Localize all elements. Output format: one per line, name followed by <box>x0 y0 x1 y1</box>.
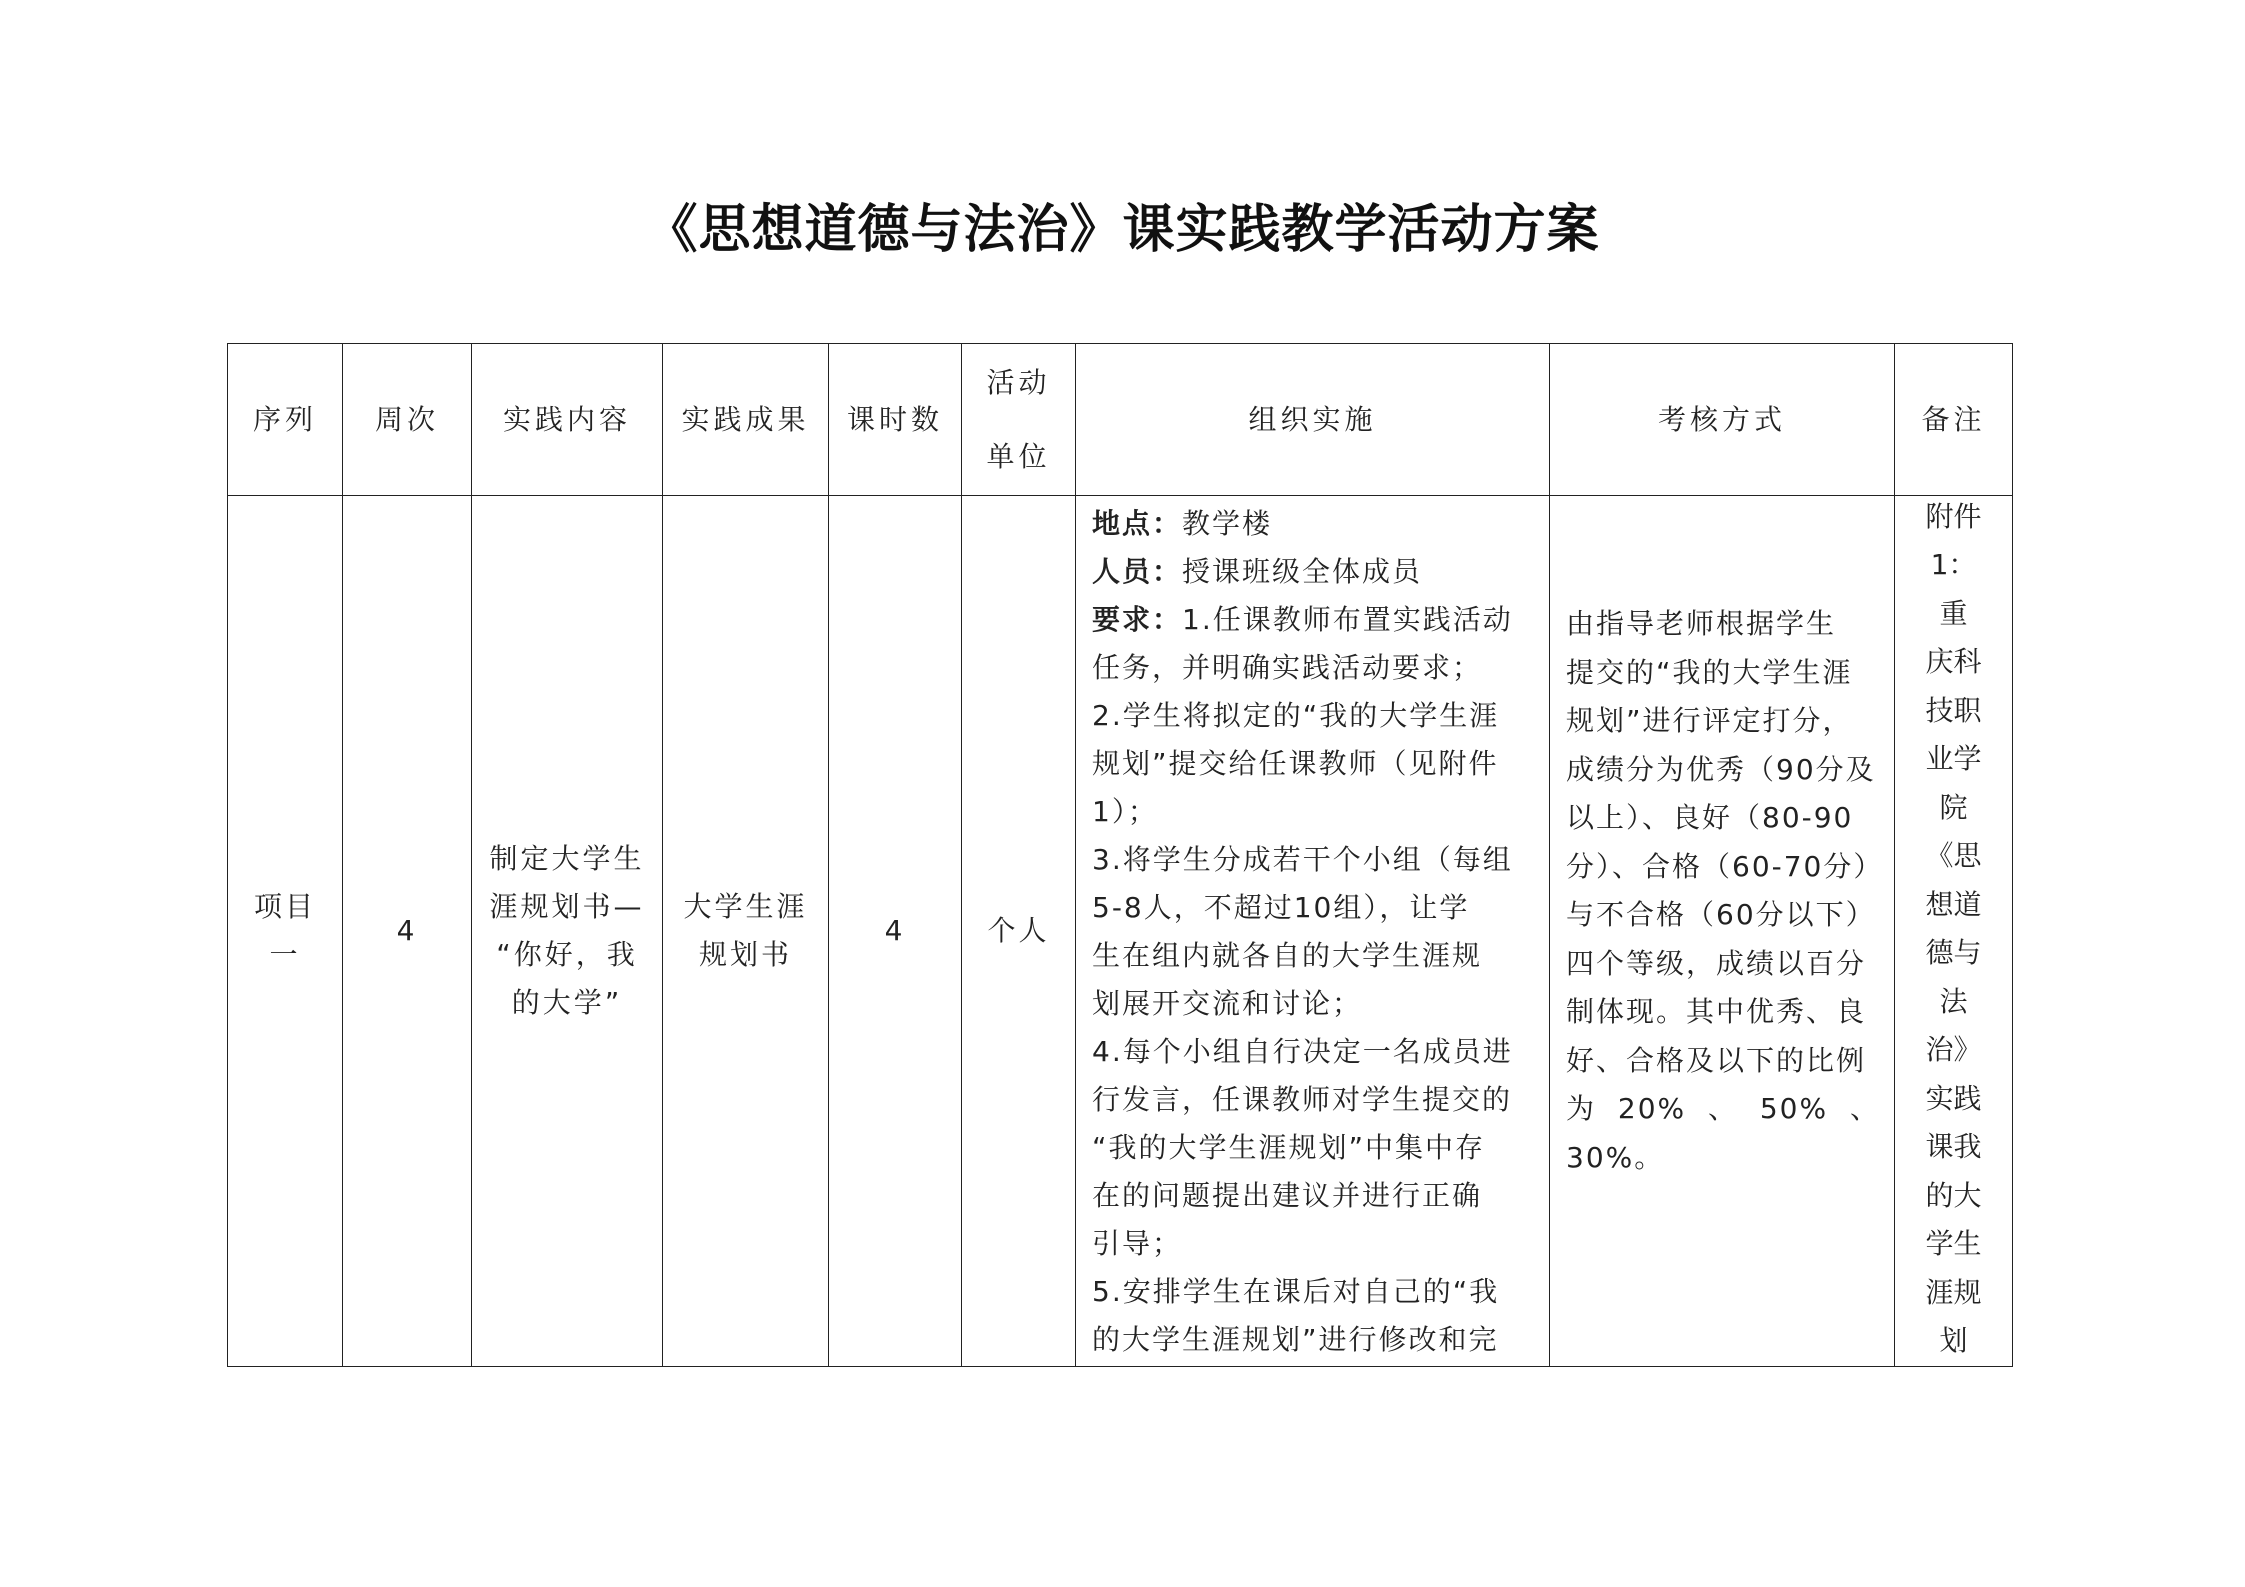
impl-line: 的大学生涯规划”进行修改和完 <box>1092 1323 1499 1356</box>
requirements-label: 要求： <box>1092 603 1183 636</box>
assessment-line: 规划”进行评定打分， <box>1566 704 1853 737</box>
impl-line: 1）； <box>1092 795 1158 828</box>
impl-line: 2.学生将拟定的“我的大学生涯 <box>1092 699 1500 732</box>
remark-line: 课我 <box>1925 1130 1982 1163</box>
assessment-line: 制体现。其中优秀、良 <box>1566 995 1867 1028</box>
content-line: 制定大学生 <box>489 842 645 875</box>
remark-line: 实践 <box>1925 1081 1982 1115</box>
remark-line: 德与 <box>1925 936 1982 969</box>
cell-hours <box>829 496 962 1367</box>
location-label: 地点： <box>1092 507 1183 540</box>
impl-line: 4.每个小组自行决定一名成员进 <box>1092 1035 1513 1068</box>
assessment-line: 由指导老师根据学生 <box>1566 607 1837 640</box>
impl-people <box>1092 548 1535 596</box>
page-title: 《思想道德与法治》课实践教学活动方案 <box>645 199 1600 260</box>
cell-week <box>343 496 472 1367</box>
hours-value: 4 <box>884 914 906 947</box>
impl-line: 在的问题提出建议并进行正确 <box>1092 1179 1483 1212</box>
cell-result <box>663 496 829 1367</box>
header-week: 周次 <box>343 344 472 496</box>
impl-line: 5.安排学生在课后对自己的“我 <box>1092 1275 1500 1308</box>
assessment-line: 成绩分为优秀（90分及 <box>1566 752 1876 786</box>
remark-line: 法治》 <box>1925 984 1982 1066</box>
index-line1: 项目 <box>253 890 316 923</box>
header-remarks: 备注 <box>1895 344 2013 496</box>
index-line2: 一 <box>269 938 301 971</box>
cell-unit <box>962 496 1076 1367</box>
header-unit-line1: 活动 <box>986 365 1051 399</box>
cell-assessment <box>1550 496 1895 1367</box>
people-label: 人员： <box>1092 555 1183 588</box>
impl-line: 行发言，任课教师对学生提交的 <box>1092 1083 1513 1116</box>
header-unit <box>962 344 1076 496</box>
assessment-line: 分）、合格（60-70分） <box>1566 849 1884 883</box>
header-result: 实践成果 <box>663 344 829 496</box>
assessment-line: 与不合格（60分以下） <box>1566 898 1876 931</box>
impl-line: 5-8人，不超过10组），让学 <box>1092 891 1470 924</box>
assessment-line: 以上）、良好（80-90 <box>1566 801 1854 834</box>
impl-line: 任务，并明确实践活动要求； <box>1092 651 1483 684</box>
impl-line: 引导； <box>1092 1227 1183 1260</box>
assessment-line: 为20%、50%、30%。 <box>1566 1092 1880 1174</box>
header-assessment: 考核方式 <box>1550 344 1895 496</box>
unit-value: 个人 <box>987 914 1050 947</box>
remark-line: 院《思 <box>1925 790 1982 872</box>
impl-line: 3.将学生分成若干个小组（每组 <box>1092 843 1513 876</box>
table-row <box>228 496 2013 1367</box>
remark-line: 附件 <box>1925 499 1982 533</box>
cell-index <box>228 496 343 1367</box>
cell-remarks <box>1895 496 2013 1367</box>
content-line: “你好，我 <box>496 938 638 971</box>
header-hours: 课时数 <box>829 344 962 496</box>
impl-line: “我的大学生涯规划”中集中存 <box>1092 1131 1486 1164</box>
remark-line: 业学 <box>1925 742 1982 775</box>
cell-implementation <box>1076 496 1550 1367</box>
remark-line: 的大 <box>1925 1178 1982 1212</box>
activity-plan-table <box>227 343 2013 1367</box>
location-value: 教学楼 <box>1182 507 1273 540</box>
impl-line: 生在组内就各自的大学生涯规 <box>1092 939 1483 972</box>
remark-line: 技职 <box>1925 693 1982 727</box>
remark-line: 想道 <box>1925 887 1982 921</box>
assessment-line: 四个等级，成绩以百分 <box>1566 946 1867 980</box>
remark-line: 1：重 <box>1930 548 1977 630</box>
header-implementation: 组织实施 <box>1076 344 1550 496</box>
impl-line: 划展开交流和讨论； <box>1092 987 1363 1020</box>
impl-requirements <box>1092 596 1535 644</box>
header-index: 序列 <box>228 344 343 496</box>
impl-line: 规划”提交给任课教师（见附件 <box>1092 747 1499 780</box>
people-value: 授课班级全体成员 <box>1182 555 1423 588</box>
remark-line: 庆科 <box>1925 645 1982 678</box>
header-content: 实践内容 <box>472 344 663 496</box>
assessment-line: 好、合格及以下的比例 <box>1566 1043 1867 1077</box>
table-header-row <box>228 344 2013 496</box>
remark-line: 划 <box>1939 1324 1968 1357</box>
assessment-line: 提交的“我的大学生涯 <box>1566 655 1853 689</box>
result-line: 大学生涯 <box>683 890 808 923</box>
impl-line-text: 1.任课教师布置实践活动 <box>1182 603 1513 636</box>
result-line: 规划书 <box>698 938 792 971</box>
cell-content <box>472 496 663 1367</box>
impl-location <box>1092 500 1535 548</box>
remark-line: 涯规 <box>1925 1275 1982 1309</box>
remark-line: 学生 <box>1925 1227 1982 1260</box>
content-line: 涯规划书— <box>489 890 645 923</box>
header-unit-line2: 单位 <box>986 439 1051 473</box>
week-value: 4 <box>396 914 418 947</box>
content-line: 的大学” <box>511 986 623 1019</box>
